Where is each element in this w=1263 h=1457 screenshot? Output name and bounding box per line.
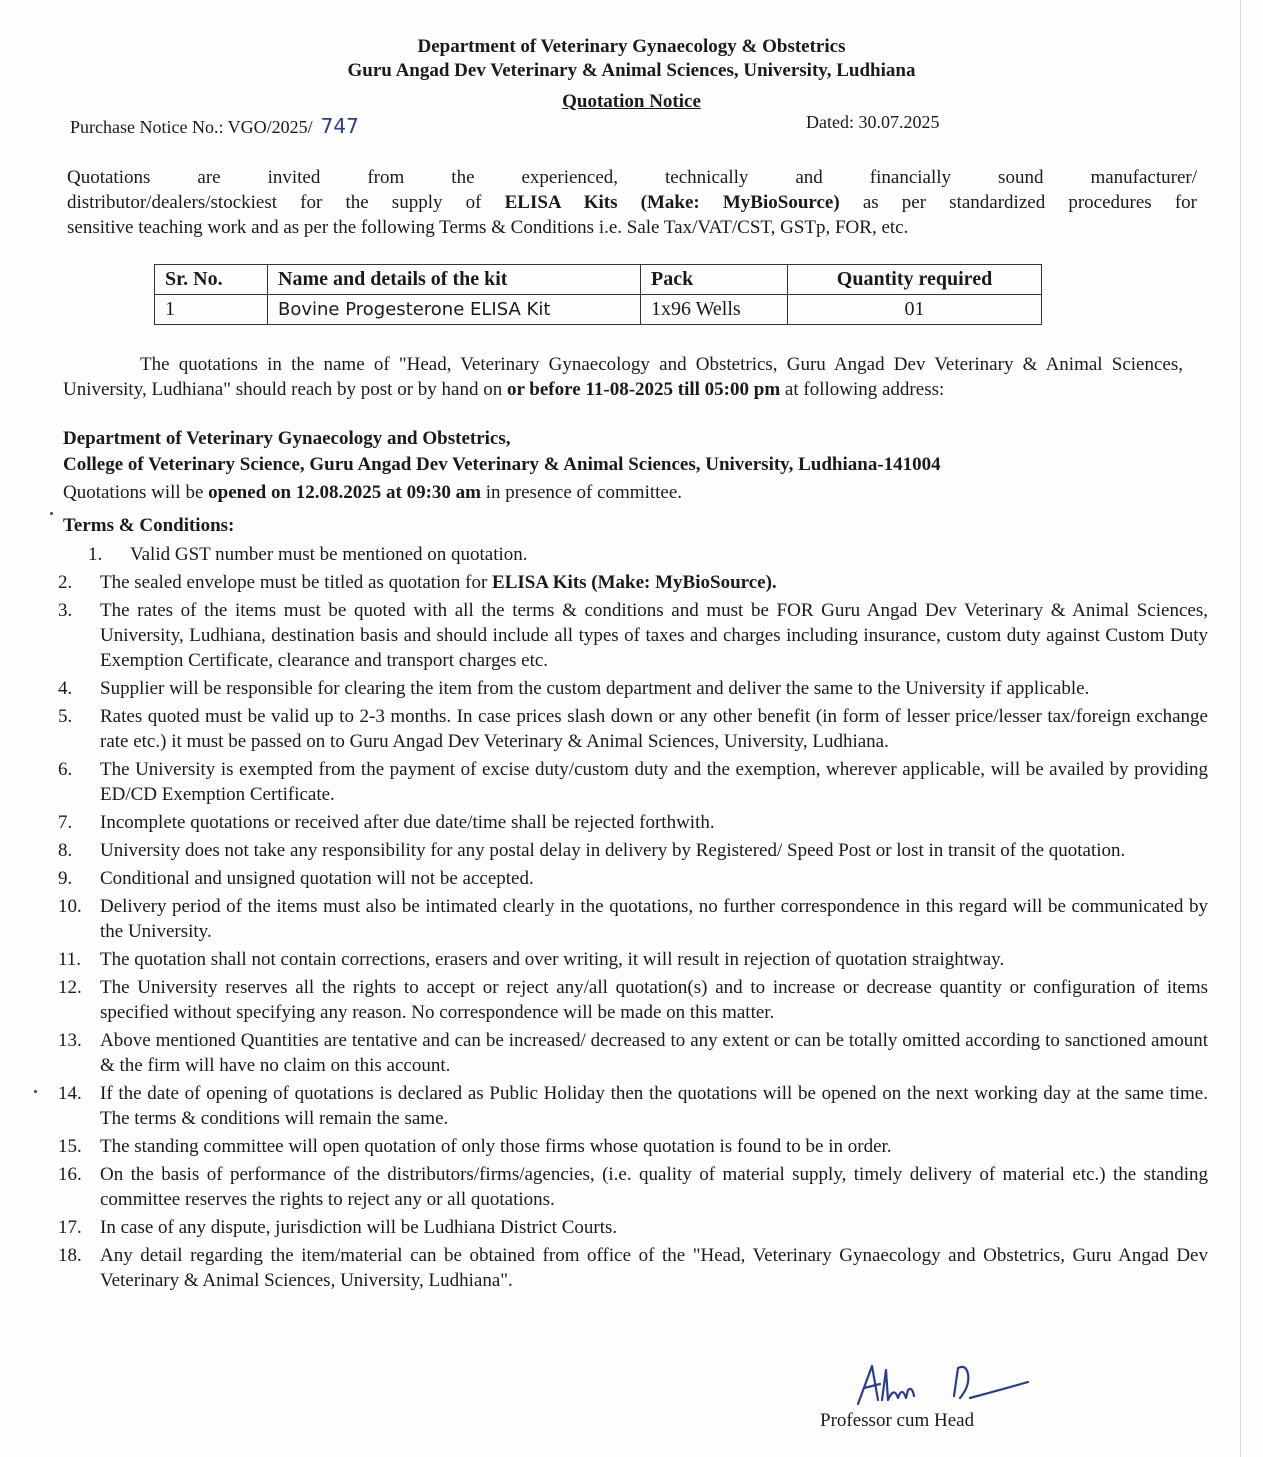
- notice-date: Dated: 30.07.2025: [806, 112, 940, 132]
- cell-pack: 1x96 Wells: [641, 295, 788, 325]
- kit-table: [154, 264, 1042, 325]
- signatory-designation: Professor cum Head: [820, 1410, 975, 1431]
- term-item: 14. If the date of opening of quotations is declared as Public Holiday then the quotations will be opened on the next working day at the same time. The terms & conditions will remain the same.: [58, 1083, 1208, 1129]
- purchase-notice-label: Purchase Notice No.: VGO/2025/: [70, 117, 313, 137]
- scan-speck: [50, 512, 53, 515]
- kit-table-header: [155, 265, 1042, 295]
- cell-sr: 1: [155, 295, 268, 325]
- col-kit-name: Name and details of the kit: [268, 265, 641, 295]
- intro-line-2: distributor/dealers/stockiest for the supply of ELISA Kits (Make: MyBioSource) as per standardized procedures for: [67, 192, 1197, 213]
- term-item: 7. Incomplete quotations or received after due date/time shall be rejected forthwith.: [58, 812, 715, 833]
- handwritten-number: 747: [320, 114, 359, 138]
- signature-icon: [850, 1360, 1040, 1410]
- term-item: 17. In case of any dispute, jurisdiction will be Ludhiana District Courts.: [58, 1217, 618, 1238]
- term-item: 1. Valid GST number must be mentioned on quotation.: [88, 544, 528, 565]
- terms-list: [58, 542, 1208, 1296]
- table-row: [155, 295, 1042, 325]
- term-item: 16. On the basis of performance of the distributors/firms/agencies, (i.e. quality of material supply, timely delivery of material etc.) the standing committee reserves the rights to reject any or all quotations.: [58, 1164, 1208, 1210]
- intro-line-3: sensitive teaching work and as per the following Terms & Conditions i.e. Sale Tax/VAT/CST, GSTp, FOR, etc.: [67, 217, 909, 238]
- term-item: 5. Rates quoted must be valid up to 2-3 months. In case prices slash down or any other benefit (in form of lesser price/lesser tax/foreign exchange rate etc.) it must be passed on to Guru Angad Dev Veterinary & Animal Sciences, University, Ludhiana.: [58, 706, 1208, 752]
- address-line-1: Department of Veterinary Gynaecology and Obstetrics,: [63, 428, 511, 449]
- address-line-2: College of Veterinary Science, Guru Angad Dev Veterinary & Animal Sciences, University, Ludhiana-141004: [63, 454, 941, 475]
- term-item: 15. The standing committee will open quotation of only those firms whose quotation is found to be in order.: [58, 1136, 892, 1157]
- purchase-notice-number: [70, 114, 359, 138]
- submission-paragraph: The quotations in the name of "Head, Veterinary Gynaecology and Obstetrics, Guru Angad Dev Veterinary & Animal Sciences, University, Ludhiana" should reach by post or by hand on or before 11-08-2025 till 05:00 pm at following address:: [63, 354, 1183, 400]
- deadline: or before 11-08-2025 till 05:00 pm: [506, 379, 781, 400]
- term-item: 4. Supplier will be responsible for clearing the item from the custom department and deliver the same to the University if applicable.: [58, 678, 1090, 699]
- col-sr-no: Sr. No.: [155, 265, 268, 295]
- page-edge: [1240, 0, 1241, 1457]
- cell-quantity: 01: [788, 295, 1042, 325]
- intro-line-1: Quotations are invited from the experienced, technically and financially sound manufacturer/: [67, 167, 1197, 188]
- opening-info: Quotations will be opened on 12.08.2025 at 09:30 am in presence of committee.: [63, 482, 683, 503]
- term-item: 2. The sealed envelope must be titled as quotation for ELISA Kits (Make: MyBioSource).: [58, 572, 777, 593]
- terms-title: Terms & Conditions:: [63, 515, 235, 536]
- term-item: 13. Above mentioned Quantities are tentative and can be increased/ decreased to any extent or can be totally omitted according to sanctioned amount & the firm will have no claim on this account.: [58, 1030, 1208, 1076]
- term-item: 6. The University is exempted from the payment of excise duty/custom duty and the exemption, wherever applicable, will be availed by providing ED/CD Exemption Certificate.: [58, 759, 1208, 805]
- university-heading: Guru Angad Dev Veterinary & Animal Sciences, University, Ludhiana: [347, 60, 916, 81]
- make-highlight: ELISA Kits (Make: MyBioSource): [504, 192, 840, 213]
- term-item: 10. Delivery period of the items must also be intimated clearly in the quotations, no further correspondence in this regard will be communicated by the University.: [58, 896, 1208, 942]
- department-heading: Department of Veterinary Gynaecology & Obstetrics: [417, 36, 846, 57]
- notice-title: Quotation Notice: [562, 91, 701, 112]
- opening-date: opened on 12.08.2025 at 09:30 am: [208, 482, 482, 503]
- term-item: 11. The quotation shall not contain corrections, erasers and over writing, it will result in rejection of quotation straightway.: [58, 949, 1005, 970]
- col-quantity: Quantity required: [788, 265, 1042, 295]
- term-item: 3. The rates of the items must be quoted with all the terms & conditions and must be FOR Guru Angad Dev Veterinary & Animal Sciences, University, Ludhiana, destination basis and should include all types of taxes and charges including insurance, custom duty against Custom Duty Exemption Certificate, clearance and transport charges etc.: [58, 600, 1208, 671]
- term-item: 9. Conditional and unsigned quotation will not be accepted.: [58, 868, 534, 889]
- scan-speck: [34, 1090, 37, 1093]
- col-pack: Pack: [641, 265, 788, 295]
- term-item: 8. University does not take any responsibility for any postal delay in delivery by Registered/ Speed Post or lost in transit of the quotation.: [58, 840, 1126, 861]
- term-item: 12. The University reserves all the rights to accept or reject any/all quotation(s) and to increase or decrease quantity or configuration of items specified without specifying any reason. No correspondence will be made on this matter.: [58, 977, 1208, 1023]
- term-item: 18. Any detail regarding the item/material can be obtained from office of the "Head, Veterinary Gynaecology and Obstetrics, Guru Angad Dev Veterinary & Animal Sciences, University, Ludhiana".: [58, 1245, 1208, 1291]
- intro-paragraph: [67, 165, 1197, 240]
- cell-kit-name: Bovine Progesterone ELISA Kit: [268, 295, 641, 325]
